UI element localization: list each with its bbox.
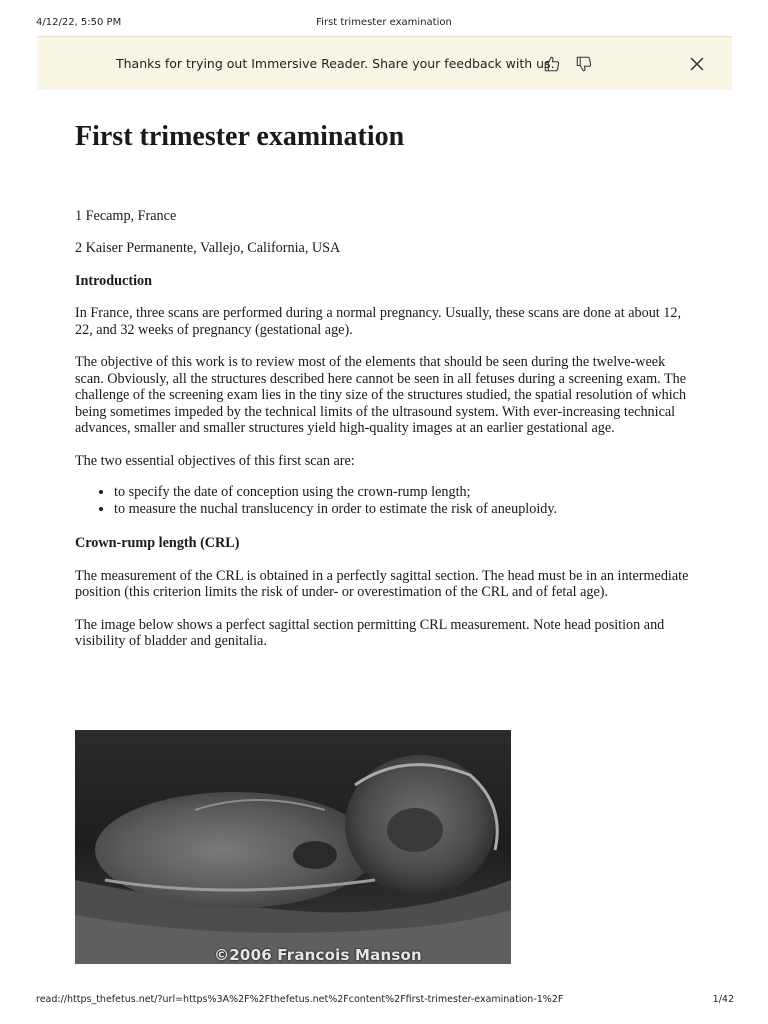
intro-paragraph-3: The two essential objectives of this first scan are: bbox=[75, 452, 355, 469]
intro-paragraph-2: The objective of this work is to review most of the elements that should be seen during the twelve-week scan. Obviously, all the structures described here cannot be seen in all fetuses during a screening exam. The challenge of the screening exam lies in the tiny size of the structures studied, the spatial resolution of which being sometimes impeded by the technical limits of the ultrasound system. With ever-increasing technical advances, smaller and smaller structures yield high-quality images at an earlier gestational age. bbox=[75, 354, 687, 436]
thumbs-up-icon[interactable] bbox=[542, 54, 562, 74]
print-url: read://https_thefetus.net/?url=https%3A%2F%2Fthefetus.net%2Fcontent%2Ffirst-trimester-examination-1%2F bbox=[36, 994, 564, 1005]
thumbs-down-icon[interactable] bbox=[574, 54, 594, 74]
ultrasound-image bbox=[75, 730, 511, 964]
affiliation-2: 2 Kaiser Permanente, Vallejo, California, USA bbox=[75, 240, 341, 256]
intro-paragraph-1: In France, three scans are performed during a normal pregnancy. Usually, these scans are done at about 12, 22, and 32 weeks of pregnancy (gestational age). bbox=[75, 305, 682, 338]
print-datetime: 4/12/22, 5:50 PM bbox=[36, 17, 122, 28]
article-title: First trimester examination bbox=[75, 121, 405, 152]
objectives-list bbox=[75, 484, 695, 517]
close-icon[interactable] bbox=[687, 54, 707, 74]
crl-paragraph-1: The measurement of the CRL is obtained in a perfectly sagittal section. The head must be in an intermediate position (this criterion limits the risk of under- or overestimation of the CRL and of fetal age). bbox=[75, 567, 689, 600]
print-header bbox=[0, 17, 768, 31]
print-page-title: First trimester examination bbox=[316, 17, 452, 28]
affiliation-1: 1 Fecamp, France bbox=[75, 208, 177, 224]
ultrasound-picture bbox=[75, 730, 511, 964]
crl-paragraph-2: The image below shows a perfect sagittal section permitting CRL measurement. Note head position and visibility of bladder and genitalia. bbox=[75, 616, 665, 649]
list-item: • to specify the date of conception using the crown-rump length; bbox=[114, 484, 695, 501]
list-item: • to measure the nuchal translucency in order to estimate the risk of aneuploidy. bbox=[114, 501, 695, 518]
section-heading-crl: Crown-rump length (CRL) bbox=[75, 535, 240, 551]
section-heading-introduction: Introduction bbox=[75, 272, 152, 289]
feedback-message: Thanks for trying out Immersive Reader. Share your feedback with us. bbox=[116, 56, 555, 71]
immersive-reader-feedback-bar bbox=[37, 36, 732, 90]
article-content bbox=[75, 118, 695, 650]
image-credit: ©2006 Francois Manson bbox=[214, 946, 422, 964]
page-number: 1/42 bbox=[712, 994, 734, 1005]
